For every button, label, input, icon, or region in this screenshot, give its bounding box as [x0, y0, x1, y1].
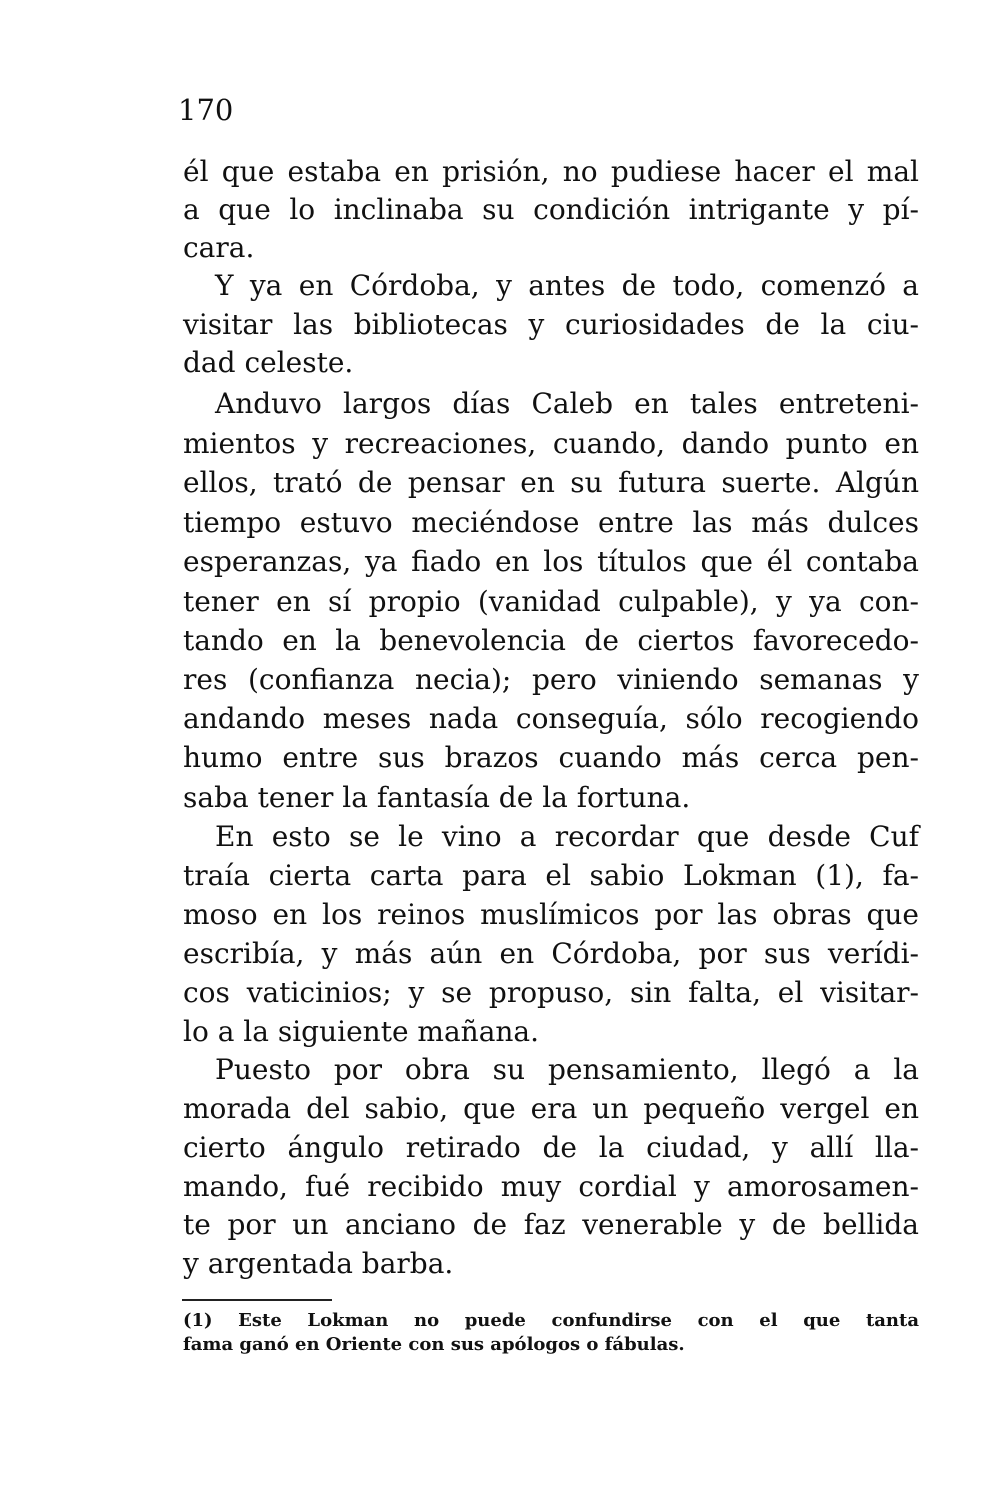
text-line: tener en sí propio (vanidad culpable), y ya con-	[183, 585, 919, 618]
text-line: cara.	[183, 231, 255, 264]
text-line: traía cierta carta para el sabio Lokman (1), fa-	[183, 859, 919, 892]
text-line: visitar las bibliotecas y curiosidades de la ciu-	[183, 308, 919, 341]
text-line: Anduvo largos días Caleb en tales entreteni-	[215, 387, 919, 420]
text-line: mientos y recreaciones, cuando, dando punto en	[183, 427, 919, 460]
text-line: moso en los reinos muslímicos por las obras que	[183, 898, 919, 931]
text-line: te por un anciano de faz venerable y de bellida	[183, 1208, 919, 1241]
text-line: saba tener la fantasía de la fortuna.	[183, 781, 691, 814]
page-number: 170	[178, 93, 234, 127]
text-line: él que estaba en prisión, no pudiese hacer el mal	[183, 155, 919, 188]
text-line: mando, fué recibido muy cordial y amorosamen-	[183, 1170, 919, 1203]
text-line: a que lo inclinaba su condición intrigante y pí-	[183, 193, 919, 226]
text-line: tando en la benevolencia de ciertos favorecedo-	[183, 624, 919, 657]
text-line: cierto ángulo retirado de la ciudad, y allí lla-	[183, 1131, 919, 1164]
footnote-divider	[182, 1299, 332, 1301]
text-line: cos vaticinios; y se propuso, sin falta, el visitar-	[183, 976, 919, 1009]
text-line: humo entre sus brazos cuando más cerca pen-	[183, 741, 919, 774]
text-line: dad celeste.	[183, 346, 354, 379]
text-line: ellos, trató de pensar en su futura suerte. Algún	[183, 466, 919, 499]
text-line: Y ya en Córdoba, y antes de todo, comenzó a	[215, 269, 919, 302]
text-line: esperanzas, ya fiado en los títulos que él contaba	[183, 545, 919, 578]
text-line: tiempo estuvo meciéndose entre las más dulces	[183, 506, 919, 539]
footnote-line: (1) Este Lokman no puede confundirse con el que tanta	[183, 1310, 919, 1331]
text-line: res (confianza necia); pero viniendo semanas y	[183, 663, 919, 696]
text-line: En esto se le vino a recordar que desde Cuf	[215, 820, 919, 853]
text-line: morada del sabio, que era un pequeño vergel en	[183, 1092, 919, 1125]
text-line: escribía, y más aún en Córdoba, por sus verídi-	[183, 937, 919, 970]
text-line: lo a la siguiente mañana.	[183, 1015, 540, 1048]
text-line: Puesto por obra su pensamiento, llegó a la	[215, 1053, 919, 1086]
footnote-line: fama ganó en Oriente con sus apólogos o fábulas.	[183, 1334, 685, 1355]
text-line: y argentada barba.	[183, 1247, 454, 1280]
text-line: andando meses nada conseguía, sólo recogiendo	[183, 702, 919, 735]
